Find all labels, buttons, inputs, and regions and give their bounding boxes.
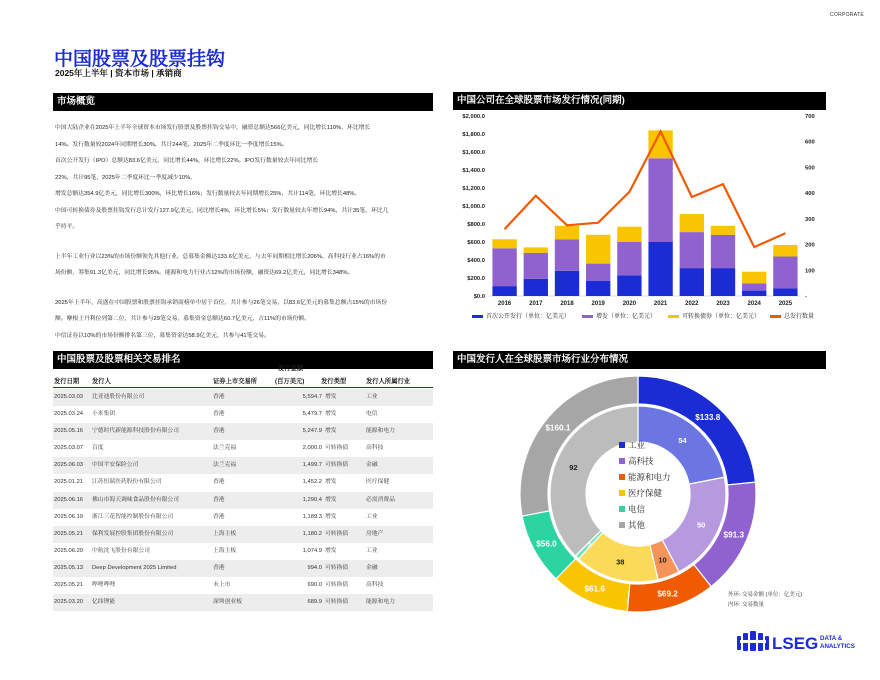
x-tick-label: 2016 [497, 301, 512, 307]
bar-segment [742, 283, 766, 290]
bar-segment [555, 239, 579, 270]
y-tick-label: $200.0 [467, 276, 485, 282]
legend-swatch [619, 458, 625, 464]
cell-issuer: 小米集团 [92, 411, 116, 418]
legend-item-followon [582, 311, 656, 320]
cell-amount: 1,452.2 [302, 479, 322, 486]
legend-item-convertible [668, 311, 760, 320]
y-tick-label: $1,200.0 [462, 186, 485, 192]
cell-date: 2025.06.16 [54, 496, 84, 503]
cell-issuer: 百度 [92, 445, 104, 452]
bar-segment [524, 253, 548, 279]
bar-segment [617, 275, 641, 296]
market-overview-text [55, 120, 435, 344]
market-chart-section-title: 中国公司在全球股票市场发行情况(同期) [453, 92, 826, 110]
lseg-tagline-1: DATA & [820, 635, 843, 642]
y-tick-label: $2,000.0 [462, 114, 485, 120]
y2-tick-label: 400 [805, 191, 815, 198]
cell-issuer: 亿纬锂能 [92, 599, 116, 606]
bar-segment [711, 268, 735, 296]
table-row [53, 389, 433, 406]
cell-amount: 5,247.9 [302, 428, 322, 435]
cell-amount: 690.0 [307, 582, 322, 589]
overview-line: 乎持平。 [55, 224, 79, 230]
cell-type: 增发 [325, 479, 337, 486]
cell-type: 增发 [325, 547, 337, 554]
cell-exchange: 上海主板 [213, 530, 237, 537]
cell-type: 可转换债 [325, 445, 349, 452]
table-row [53, 423, 433, 440]
cell-industry: 工业 [366, 513, 378, 520]
inner-slice-label: 2 [587, 540, 592, 550]
y-tick-label: $600.0 [467, 240, 485, 246]
bar-segment [711, 226, 735, 235]
bar-segment [586, 235, 610, 264]
legend-label: 首次公开发行（单位：亿美元） [486, 314, 571, 320]
cell-type: 增发 [325, 394, 337, 400]
overview-line: 中国可转换债券及股票挂钩发行总计发行127.9亿美元，同比增长4%，环比增长5%；发行数量较去年增长94%，共计35笔，环比几 [55, 207, 389, 214]
inner-slice-label: 10 [658, 555, 667, 565]
cell-type: 增发 [325, 411, 337, 418]
bar-segment [492, 248, 516, 286]
legend-label: 能源和电力 [628, 472, 671, 482]
cell-issuer: 中国平安保险公司 [92, 462, 139, 469]
cell-amount: 994.0 [307, 564, 322, 571]
col-header-exchange: 证券上市交易所 [213, 378, 258, 385]
y2-tick-label: 300 [805, 216, 815, 223]
cell-industry: 工业 [366, 547, 378, 554]
x-tick-label: 2025 [778, 301, 793, 307]
bar-segment [492, 286, 516, 296]
ranking-table-body [53, 389, 433, 611]
legend-swatch [619, 490, 625, 496]
col-header-type: 发行类型 [321, 378, 347, 385]
y-tick-label: $0.0 [473, 294, 485, 300]
cell-industry: 房地产 [366, 530, 384, 537]
bar-segment [555, 226, 579, 240]
cell-issuer: 宁德时代新能源科技股份有限公司 [92, 428, 179, 435]
cell-exchange: 香港 [213, 496, 225, 503]
industry-chart-section-title: 中国发行人在全球股票市场行业分布情况 [453, 351, 826, 369]
bar-segment [586, 264, 610, 281]
cell-date: 2025.03.20 [54, 599, 84, 606]
cell-exchange: 法兰克福 [213, 445, 237, 452]
lseg-logo [736, 630, 856, 654]
cell-issuer: 保利发展控股集团股份有限公司 [92, 530, 174, 537]
cell-type: 可转换债 [325, 582, 349, 589]
legend-label: 增发（单位：亿美元） [596, 314, 657, 320]
bar-segment [617, 227, 641, 242]
overview-section-title: 市场概览 [53, 93, 433, 111]
legend-swatch [619, 522, 625, 528]
table-row [53, 406, 433, 423]
y-tick-label: $800.0 [467, 222, 485, 228]
cell-issuer: 哔哩哔哩 [92, 582, 116, 589]
legend-label: 医疗保健 [628, 488, 663, 498]
cell-amount: 5,479.7 [302, 411, 322, 418]
donut-note-inner: 内环: 交易数量 [728, 602, 765, 608]
cell-amount: 689.9 [307, 599, 322, 606]
cell-industry: 能源和电力 [366, 428, 395, 435]
legend-item-count [770, 311, 814, 320]
overview-line: 增发总额达354.9亿美元，同比增长300%，环比增长16%；发行数量较去年同期增长25%，共计114笔，环比增长48%。 [55, 191, 361, 197]
y2-tick-label: 600 [805, 139, 815, 146]
cell-amount: 2,000.0 [302, 445, 322, 452]
bar-segment [617, 242, 641, 275]
cell-exchange: 香港 [213, 394, 225, 400]
overview-line: 22%，共计95笔，2025年二季度环比一季度减少10%。 [55, 174, 197, 181]
ranking-table-header [53, 365, 433, 388]
bar-segment [680, 214, 704, 232]
cell-exchange: 香港 [213, 411, 225, 418]
table-row [53, 543, 433, 560]
cell-amount: 5,594.7 [302, 394, 322, 400]
line-series-total-count [505, 131, 786, 247]
y-tick-label: $400.0 [467, 258, 485, 264]
legend-label: 工业 [628, 440, 646, 450]
y2-tick-label: 700 [805, 114, 815, 120]
y-tick-label: $1,800.0 [462, 132, 485, 138]
cell-issuer: Deep Development 2025 Limited [92, 564, 177, 571]
outer-slice-label: $91.3 [723, 530, 745, 540]
table-row [53, 492, 433, 509]
table-row [53, 457, 433, 474]
x-tick-label: 2018 [560, 301, 574, 307]
cell-date: 2025.01.21 [54, 479, 84, 486]
cell-industry: 工业 [366, 394, 378, 400]
y2-tick-label: 100 [805, 268, 815, 275]
legend-swatch [619, 474, 625, 480]
col-header-amount: 发行金额 [278, 365, 304, 372]
cell-date: 2025.05.16 [54, 428, 84, 435]
x-tick-label: 2024 [747, 301, 761, 307]
bar-segment [524, 247, 548, 252]
cell-type: 可转换债 [325, 530, 349, 537]
cell-exchange: 香港 [213, 564, 225, 571]
cell-type: 可转换债 [325, 599, 349, 606]
cell-exchange: 法兰克福 [213, 462, 237, 469]
cell-amount: 1,074.9 [302, 547, 322, 554]
cell-date: 2025.05.21 [54, 530, 84, 537]
cell-exchange: 香港 [213, 428, 225, 435]
lseg-emblem-icon [737, 631, 769, 651]
bar-segment [773, 256, 797, 288]
x-tick-label: 2020 [622, 301, 637, 307]
table-row [53, 526, 433, 543]
x-tick-label: 2022 [685, 301, 699, 307]
bar-segment [680, 232, 704, 268]
col-header-issuer: 发行人 [92, 378, 111, 385]
cell-date: 2025.05.13 [54, 564, 84, 571]
table-row [53, 594, 433, 611]
cell-date: 2025.03.07 [54, 445, 84, 452]
table-row [53, 509, 433, 526]
bar-segment [648, 242, 672, 296]
bar-segment [680, 268, 704, 296]
table-row [53, 577, 433, 594]
corporate-label: CORPORATE [830, 12, 864, 18]
cell-date: 2025.06.20 [54, 547, 84, 554]
cell-amount: 1,189.3 [302, 513, 322, 520]
legend-label: 可转换债券（单位：亿美元） [682, 314, 761, 320]
page-subtitle: 2025年上半年 | 资本市场 | 承销商 [55, 68, 182, 78]
cell-issuer: 浙江三花智能控制股份有限公司 [92, 513, 174, 520]
table-row [53, 474, 433, 491]
bar-segment [586, 281, 610, 296]
cell-exchange: 香港 [213, 479, 225, 486]
cell-industry: 医疗保健 [366, 479, 390, 486]
col-header-date: 发行日期 [54, 378, 80, 385]
y-tick-label: $1,600.0 [462, 150, 485, 156]
cell-type: 可转换债 [325, 564, 349, 571]
overview-line: 首次公开发行（IPO）总额达83.6亿美元，同比增长44%，环比增长22%。IPO发行数量较去年同比增长 [55, 158, 319, 164]
col-header-amount-unit: (百万美元) [275, 378, 305, 385]
cell-issuer: 江苏恒瑞医药股份有限公司 [92, 479, 162, 486]
overview-line: 2025年上半年，高盛在中国股票和股票挂钩承销商榜单中居于首位，共计参与26笔交易，以83.6亿美元的募集总额占15%的市场份 [55, 299, 388, 306]
legend-swatch [619, 442, 625, 448]
overview-line: 中信证券以10%的市场份额排名第三位，募集资金达58.9亿美元，共参与41笔交易。 [55, 332, 270, 339]
legend-label: 其他 [628, 520, 646, 530]
bar-segment [524, 279, 548, 296]
cell-industry: 高科技 [366, 445, 384, 452]
cell-exchange: 上海主板 [213, 547, 237, 554]
cell-date: 2025.06.03 [54, 462, 84, 469]
y2-tick-label: 200 [805, 242, 815, 249]
cell-industry: 金融 [366, 564, 378, 571]
outer-slice-label: $56.0 [536, 539, 557, 549]
bar-segment [773, 245, 797, 257]
outer-slice-label: $133.8 [695, 412, 721, 422]
legend-label: 总发行数量 [784, 314, 815, 320]
lseg-wordmark: LSEG [772, 634, 819, 653]
x-tick-label: 2023 [716, 301, 730, 307]
bar-segment [648, 130, 672, 158]
donut-note-outer: 外环: 交易金额 (单位：亿美元) [728, 592, 803, 598]
legend-label: 高科技 [628, 456, 654, 466]
y2-tick-label: 500 [805, 165, 815, 172]
inner-slice-label: 54 [678, 435, 687, 445]
cell-amount: 1,499.7 [302, 462, 322, 469]
cell-industry: 高科技 [366, 582, 384, 589]
bar-segment [711, 235, 735, 268]
legend-swatch [472, 315, 483, 318]
ranking-section-title: 中国股票及股票相关交易排名 [53, 351, 433, 369]
cell-type: 增发 [325, 428, 337, 435]
cell-industry: 必需消费品 [366, 496, 395, 503]
cell-date: 2025.03.03 [54, 394, 84, 400]
cell-type: 增发 [325, 496, 337, 503]
cell-amount: 1,290.4 [302, 496, 322, 503]
legend-swatch [668, 315, 679, 318]
overview-line: 上半年工业行业以23%的市场份额领先其他行业，总募集金额达133.6亿美元，与去年同期相比增长206%，高科技行业占16%的市 [55, 253, 386, 260]
bar-segment [742, 272, 766, 284]
cell-type: 增发 [325, 513, 337, 520]
x-tick-label: 2021 [653, 301, 668, 307]
cell-issuer: 佛山市海天调味食品股份有限公司 [92, 496, 179, 503]
y-tick-label: $1,000.0 [462, 204, 485, 210]
y2-tick-label: - [805, 294, 807, 300]
outer-slice-label: $61.6 [584, 584, 605, 594]
y-tick-label: $1,400.0 [462, 168, 485, 174]
x-tick-label: 2019 [591, 301, 605, 307]
cell-amount: 1,180.2 [302, 530, 322, 537]
legend-label: 电信 [628, 504, 646, 514]
cell-issuer: 中航沈飞股份有限公司 [92, 547, 150, 554]
bar-segment [555, 271, 579, 296]
legend-swatch [582, 315, 593, 318]
cell-date: 2025.05.21 [54, 582, 84, 589]
bar-segment [648, 158, 672, 242]
cell-issuer: 比亚迪股份有限公司 [92, 394, 145, 400]
cell-exchange: 香港 [213, 513, 225, 520]
cell-industry: 能源和电力 [366, 599, 395, 606]
overview-line: 14%。发行数量较2024年同期增长30%，共计244笔，2025年二季度环比一季度增长15%。 [55, 141, 288, 148]
overview-line: 额。摩根士丹利位列第二位，共计参与29笔交易，募集资金总额达60.7亿美元，占11%的市场份额。 [55, 316, 310, 322]
outer-slice-label: $69.2 [657, 589, 678, 599]
cell-industry: 电信 [366, 411, 378, 418]
overview-line: 中国大陆企业在2025年上半年全球资本市场发行股票及股票挂钩交易中，融资总额达566亿美元，同比增长110%，环比增长 [55, 125, 371, 131]
bar-segment [492, 239, 516, 248]
legend-item-ipo [472, 311, 570, 320]
lseg-tagline-2: ANALYTICS [820, 643, 855, 650]
page-title: 中国股票及股票挂钩 [54, 49, 226, 70]
cell-exchange: 未上市 [213, 582, 231, 589]
inner-slice-label: 50 [696, 520, 706, 530]
cell-date: 2025.06.19 [54, 513, 84, 520]
industry-donut-chart [520, 376, 756, 612]
market-issuance-chart [453, 108, 833, 308]
cell-industry: 金融 [366, 462, 378, 469]
cell-type: 可转换债 [325, 462, 349, 469]
table-row [53, 440, 433, 457]
cell-date: 2025.03.24 [54, 411, 84, 418]
donut-note [728, 590, 802, 610]
bar-segment [742, 291, 766, 296]
inner-slice-label: 38 [616, 557, 625, 567]
overview-line: 场份额，筹集91.3亿美元，同比增长95%。能源和电力行业占12%的市场份额，融资达69.2亿美元，同比增长348%。 [55, 270, 354, 276]
table-row [53, 560, 433, 577]
legend-swatch [619, 506, 625, 512]
legend-swatch [770, 315, 781, 318]
cell-exchange: 深圳创业板 [213, 599, 242, 606]
bar-segment [773, 288, 797, 296]
outer-slice-label: $160.1 [545, 423, 571, 433]
col-header-industry: 发行人所属行业 [366, 378, 411, 385]
x-tick-label: 2017 [529, 301, 543, 307]
inner-slice-label: 92 [569, 463, 578, 473]
